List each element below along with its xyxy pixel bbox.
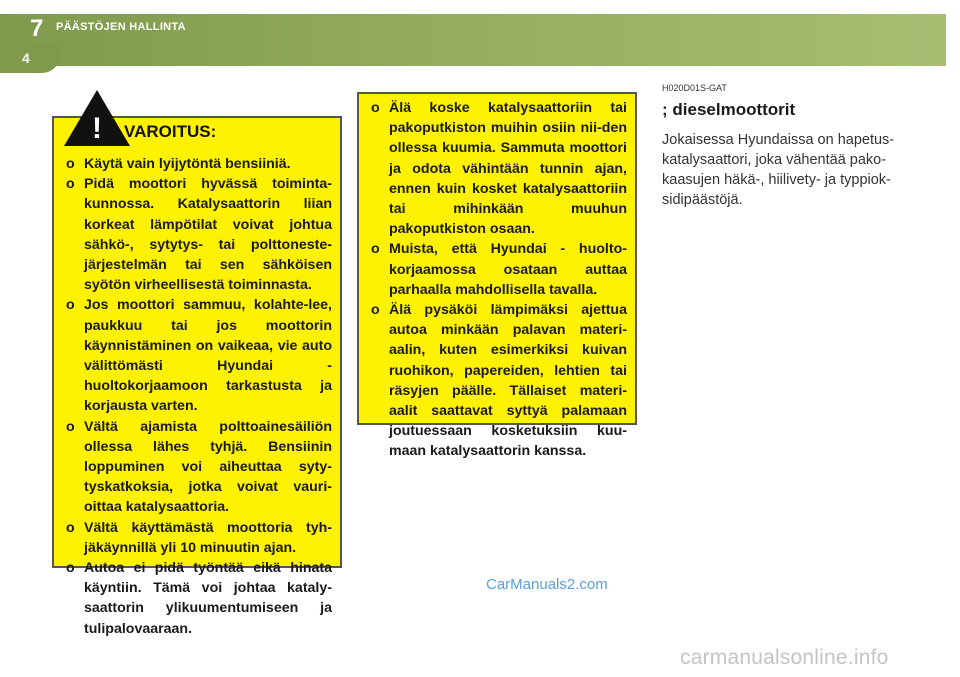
chapter-title: PÄÄSTÖJEN HALLINTA (56, 21, 186, 33)
bullet-mark: o (66, 418, 75, 435)
bullet-mark: o (371, 241, 380, 258)
warning-item (64, 518, 332, 558)
watermark-carmanualsonline: carmanualsonline.info (680, 646, 889, 669)
bullet-mark: o (66, 560, 75, 577)
warning-item-text: Vältä käyttämästä moottoria tyh-jäkäynnillä yli 10 minuutin ajan. (84, 519, 332, 556)
section-code: H020D01S-GAT (662, 83, 727, 93)
warning-item (369, 98, 627, 239)
warning-item (369, 300, 627, 462)
warning-triangle-icon (62, 88, 132, 148)
warning-item-text: Älä pysäköi lämpimäksi ajettua autoa minkään palavan materi-aalin, kuten esimerkiksi kuivan ruohikon, papereiden, lehtien tai räsyjen päälle. Tällaiset materi-aalit saattavat syttyä palamaan joutuessaan kosketuksiin kuu-maan katalysaattorin kanssa. (389, 302, 627, 460)
warning-title: VAROITUS: (124, 122, 217, 141)
warning-item-text: Muista, että Hyundai - huolto-korjaamossa osataan auttaa parhaalla mahdollisella tavalla. (389, 241, 627, 298)
bullet-mark: o (66, 176, 75, 193)
warning-item (64, 558, 332, 639)
page-number: 4 (22, 50, 30, 66)
page-number-tab (0, 45, 60, 73)
section-body: Jokaisessa Hyundaissa on hapetus-katalysaattori, joka vähentää pako-kaasujen häkä-, hiilivety- ja typpiok-sidipäästöjä. (662, 132, 895, 208)
bullet-mark: o (371, 302, 380, 319)
warning-item (64, 295, 332, 416)
warning-item (64, 417, 332, 518)
warning-item-text: Autoa ei pidä työntää eikä hinata käyntiin. Tämä voi johtaa kataly-saattorin ylikuumentumiseen ja tulipalovaaraan. (84, 560, 332, 637)
bullet-mark: o (66, 297, 75, 314)
warning-item-text: Käytä vain lyijytöntä bensiiniä. (84, 156, 291, 172)
warning-list-right (369, 98, 627, 462)
bullet-mark: o (66, 519, 75, 536)
chapter-number: 7 (30, 15, 44, 42)
watermark-carmanuals2: CarManuals2.com (486, 576, 608, 593)
warning-list-left (64, 154, 332, 639)
warning-item (369, 239, 627, 300)
section-heading: ; dieselmoottorit (662, 100, 796, 119)
svg-text:!: ! (92, 112, 102, 145)
warning-box-right (357, 92, 637, 460)
section-diesel (662, 82, 942, 210)
warning-item-text: Vältä ajamista polttoainesäiliön ollessa lähes tyhjä. Bensiinin loppuminen voi aiheuttaa syty-tyskatkoksia, jotka voivat vauri-oittaa katalysaattoria. (84, 418, 332, 516)
warning-box-left (52, 116, 342, 637)
warning-item (64, 154, 332, 174)
warning-item-text: Älä koske katalysaattoriin tai pakoputkiston muihin osiin nii-den ollessa kuumia. Sammuta moottori ja odota vähintään tunnin ajan, ennen kuin kosket katalysaattoriin tai mihinkään muuhun pakoputkiston osaan. (389, 100, 627, 238)
bullet-mark: o (66, 156, 75, 172)
warning-item (64, 174, 332, 295)
warning-item-text: Pidä moottori hyvässä toiminta-kunnossa. Katalysaattorin liian korkeat lämpötilat voivat johtua sähkö-, sytytys- tai polttoneste-järjestelmän tai sen sähköisen syötön virheellisestä toiminnasta. (84, 176, 332, 294)
bullet-mark: o (371, 100, 380, 116)
warning-item-text: Jos moottori sammuu, kolahte-lee, paukkuu tai jos moottorin käynnistäminen on vaikeaa, vie auto välittömästi Hyundai - huoltokorjaamoon tarkastusta ja korjausta varten. (84, 297, 332, 415)
